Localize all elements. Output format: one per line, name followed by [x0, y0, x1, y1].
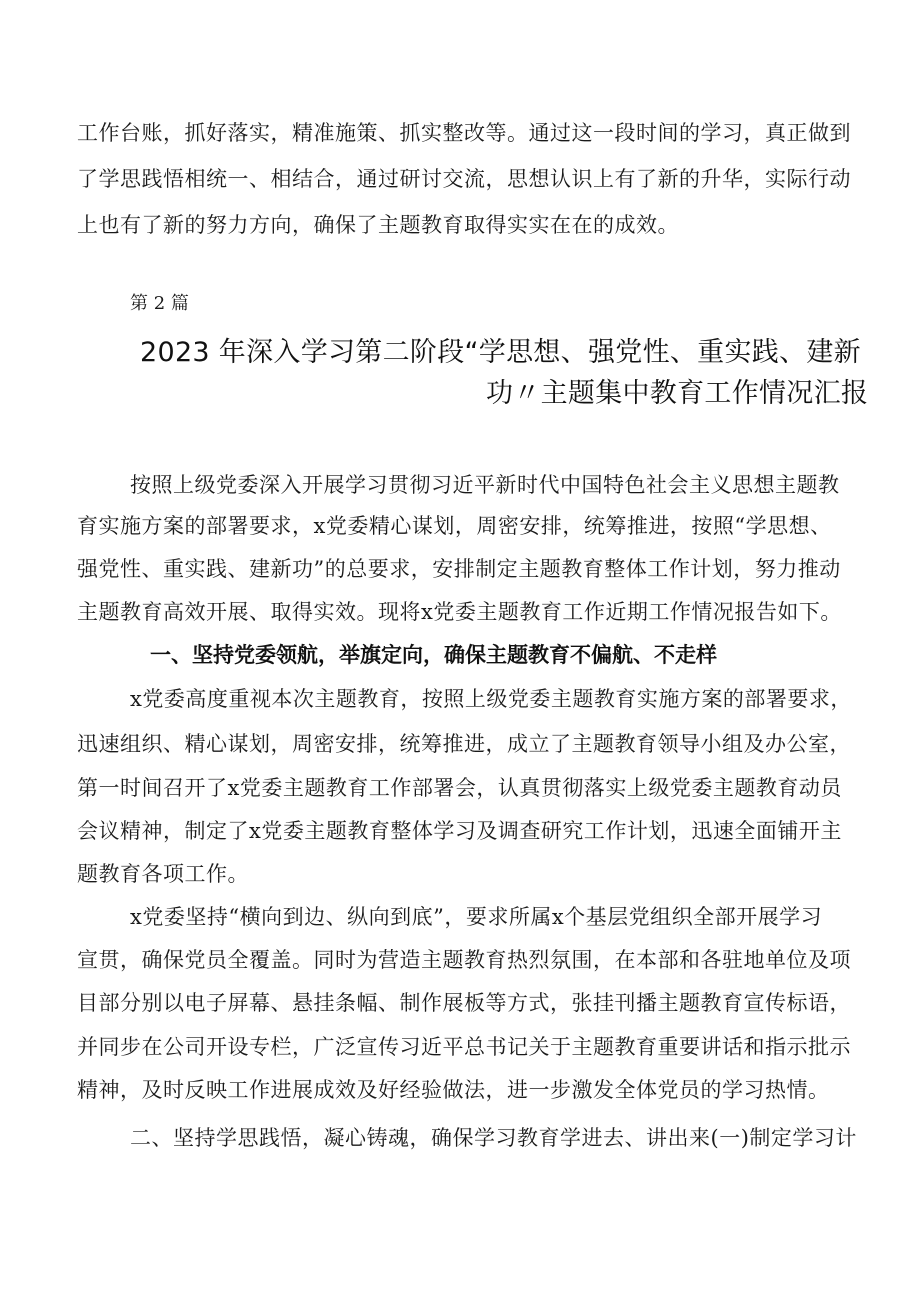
- intro-line: 上也有了新的努力方向，确保了主题教育取得实实在在的成效。: [77, 213, 679, 237]
- paragraph-line: 精神，及时反映工作进展成效及好经验做法，进一步激发全体党员的学习热情。: [77, 1078, 830, 1102]
- section-heading: 一、坚持党委领航，举旗定向，确保主题教育不偏航、不走样: [150, 643, 717, 667]
- paragraph-line: 第一时间召开了x党委主题教育工作部署会，认真贯彻落实上级党委主题教育动员: [77, 776, 842, 800]
- paragraph-line: 按照上级党委深入开展学习贯彻习近平新时代中国特色社会主义思想主题教: [130, 473, 840, 497]
- paragraph-line: x党委高度重视本次主题教育，按照上级党委主题教育实施方案的部署要求，: [130, 687, 852, 711]
- paragraph-line: 二、坚持学思践悟，凝心铸魂，确保学习教育学进去、讲出来(一)制定学习计: [130, 1126, 857, 1150]
- title-line: 2023 年深入学习第二阶段“学思想、强党性、重实践、建新: [140, 337, 861, 368]
- title-line: 功〃主题集中教育工作情况汇报: [486, 378, 869, 409]
- paragraph-line: 并同步在公司开设专栏，广泛宣传习近平总书记关于主题教育重要讲话和指示批示: [77, 1035, 851, 1059]
- paragraph-line: 育实施方案的部署要求，x党委精心谋划，周密安排，统筹推进，按照“学思想、: [77, 514, 832, 538]
- intro-line: 了学思践悟相统一、相结合，通过研讨交流，思想认识上有了新的升华，实际行动: [77, 167, 851, 191]
- paragraph-line: 迅速组织、精心谋划，周密安排，统筹推进，成立了主题教育领导小组及办公室，: [77, 732, 851, 756]
- paragraph-line: 会议精神，制定了x党委主题教育整体学习及调查研究工作计划，迅速全面铺开主: [77, 819, 842, 843]
- paragraph-line: 题教育各项工作。: [77, 862, 249, 886]
- intro-line: 工作台账，抓好落实，精准施策、抓实整改等。通过这一段时间的学习，真正做到: [77, 121, 851, 145]
- paragraph-line: 主题教育高效开展、取得实效。现将x党委主题教育工作近期工作情况报告如下。: [77, 600, 842, 624]
- paragraph-line: x党委坚持“横向到边、纵向到底”，要求所属x个基层党组织全部开展学习: [130, 905, 823, 929]
- section-label: 第 2 篇: [130, 293, 189, 314]
- paragraph-line: 宣贯，确保党员全覆盖。同时为营造主题教育热烈氛围，在本部和各驻地单位及项: [77, 948, 851, 972]
- paragraph-line: 强党性、重实践、建新功”的总要求，安排制定主题教育整体工作计划，努力推动: [77, 557, 841, 581]
- paragraph-line: 目部分别以电子屏幕、悬挂条幅、制作展板等方式，张挂刊播主题教育宣传标语，: [77, 991, 851, 1015]
